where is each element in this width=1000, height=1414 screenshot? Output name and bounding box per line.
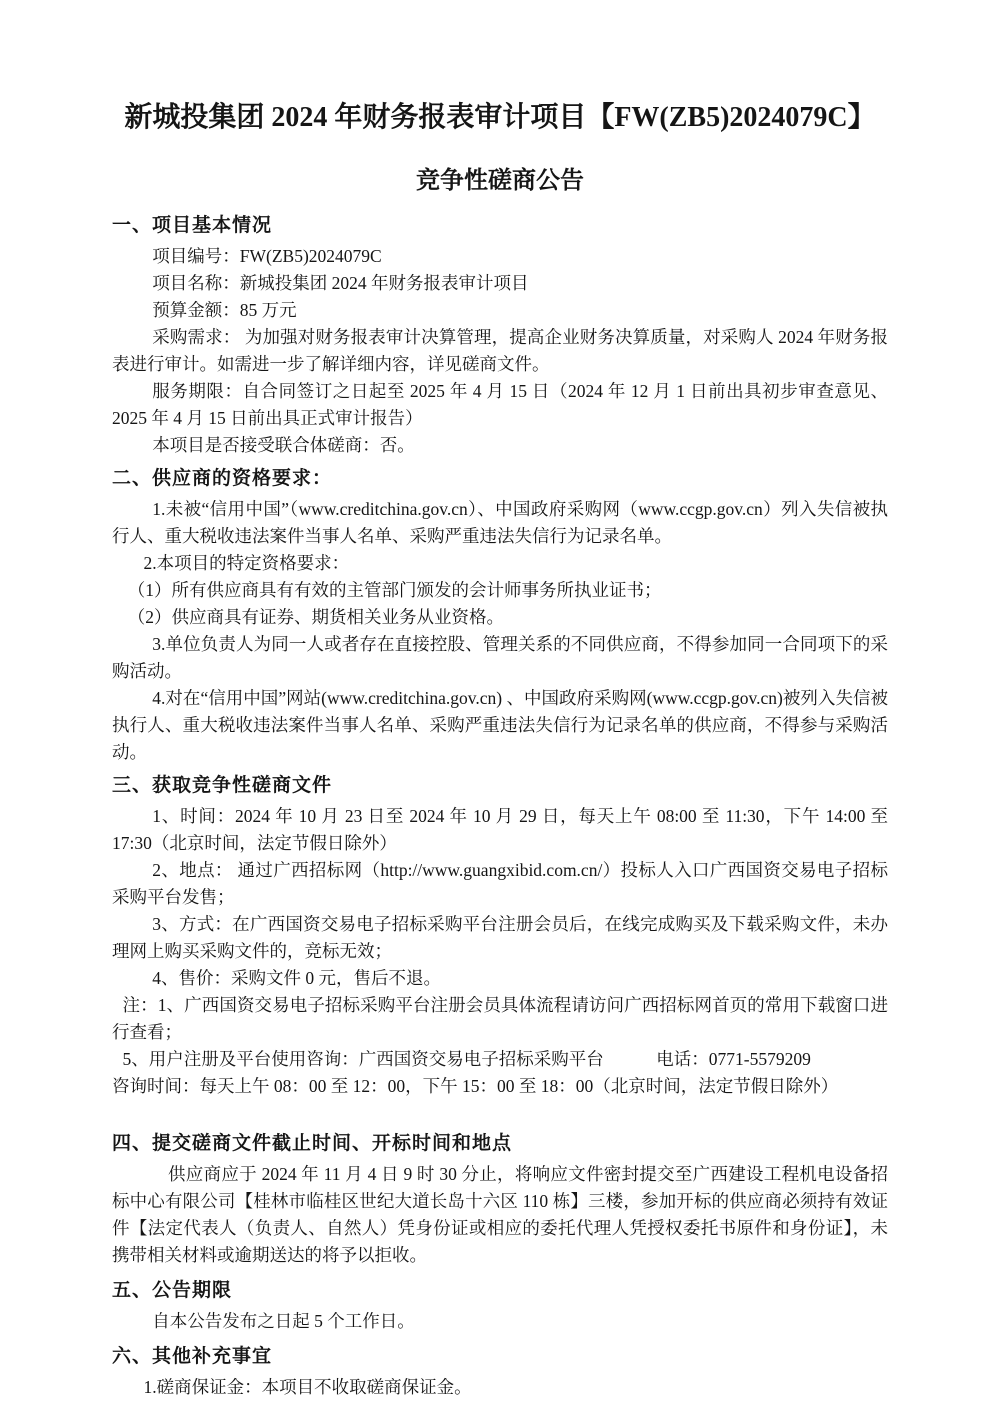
section-obtain-documents [112, 772, 888, 1100]
section-announcement-period [112, 1277, 888, 1335]
service-period: 服务期限：自合同签订之日起至 2025 年 4 月 15 日（2024 年 12 月 1 日前出具初步审查意见、2025 年 4 月 15 日前出具正式审计报告） [112, 381, 888, 428]
obtain-note: 注：1、广西国资交易电子招标采购平台注册会员具体流程请访问广西招标网首页的常用下载窗口进行查看； [112, 995, 888, 1042]
section-3-heading: 三、获取竞争性磋商文件 [112, 774, 333, 796]
project-code: 项目编号：FW(ZB5)2024079C [152, 246, 382, 266]
document-title: 新城投集团 2024 年财务报表审计项目【FW(ZB5)2024079C】 [124, 102, 876, 133]
section-6-heading: 六、其他补充事宜 [112, 1345, 273, 1367]
deposit-statement: 1.磋商保证金：本项目不收取磋商保证金。 [143, 1377, 472, 1397]
section-deadline-opening [112, 1130, 888, 1269]
qualification-item-1: 1.未被“信用中国”（www.creditchina.gov.cn）、中国政府采购网（www.ccgp.gov.cn）列入失信被执行人、重大税收违法案件当事人名单、采购严重违法失信行为记录名单。 [112, 499, 888, 546]
qualification-item-2-1: （1）所有供应商具有有效的主管部门颁发的会计师事务所执业证书； [127, 580, 662, 600]
obtain-time: 1、时间：2024 年 10 月 23 日至 2024 年 10 月 29 日，每天上午 08:00 至 11:30，下午 14:00 至 17:30（北京时间，法定节假日除外） [112, 806, 888, 853]
obtain-place: 2、地点： 通过广西招标网（http://www.guangxibid.com.cn/）投标人入口广西国资交易电子招标采购平台发售； [112, 860, 888, 907]
document-subtitle: 竞争性磋商公告 [416, 168, 584, 194]
section-2-heading: 二、供应商的资格要求： [112, 467, 333, 489]
deadline-paragraph: 供应商应于 2024 年 11 月 4 日 9 时 30 分止，将响应文件密封提交至广西建设工程机电设备招标中心有限公司【桂林市临桂区世纪大道长岛十六区 110 栋】三楼，参加开标的供应商必须持有效证件【法定代表人（负责人、自然人）凭身份证或相应的委托代理人凭授权委托书原件和身份证】，未携带相关材料或逾期送达的将予以拒收。 [112, 1164, 888, 1265]
support-time: 咨询时间：每天上午 08：00 至 12：00，下午 15：00 至 18：00（北京时间，法定节假日除外） [112, 1076, 839, 1096]
obtain-method: 3、方式：在广西国资交易电子招标采购平台注册会员后，在线完成购买及下载采购文件，未办理网上购买采购文件的，竞标无效； [112, 914, 888, 961]
project-name: 项目名称：新城投集团 2024 年财务报表审计项目 [152, 273, 529, 293]
section-supplier-qualification [112, 465, 888, 766]
section-basic-info [112, 212, 888, 459]
section-other-matters [112, 1343, 888, 1401]
platform-support: 5、用户注册及平台使用咨询：广西国资交易电子招标采购平台 电话：0771-5579209 [122, 1049, 811, 1069]
announcement-period-text: 自本公告发布之日起 5 个工作日。 [152, 1311, 415, 1331]
qualification-item-4: 4.对在“信用中国”网站(www.creditchina.gov.cn) 、中国政府采购网(www.ccgp.gov.cn)被列入失信被执行人、重大税收违法案件当事人名单、采购严重违法失信行为记录名单的供应商，不得参与采购活动。 [112, 688, 888, 762]
qualification-item-2: 2.本项目的特定资格要求： [143, 553, 350, 573]
section-4-heading: 四、提交磋商文件截止时间、开标时间和地点 [112, 1132, 513, 1154]
section-1-heading: 一、项目基本情况 [112, 214, 273, 236]
consortium-statement: 本项目是否接受联合体磋商：否。 [152, 435, 415, 455]
qualification-item-3: 3.单位负责人为同一人或者存在直接控股、管理关系的不同供应商，不得参加同一合同项下的采购活动。 [112, 634, 888, 681]
project-budget: 预算金额：85 万元 [152, 300, 297, 320]
obtain-price: 4、售价：采购文件 0 元，售后不退。 [152, 968, 441, 988]
qualification-item-2-2: （2）供应商具有证券、期货相关业务从业资格。 [127, 607, 504, 627]
procurement-requirement: 采购需求： 为加强对财务报表审计决算管理，提高企业财务决算质量，对采购人 2024 年财务报表进行审计。如需进一步了解详细内容，详见磋商文件。 [112, 327, 888, 374]
section-5-heading: 五、公告期限 [112, 1279, 233, 1301]
